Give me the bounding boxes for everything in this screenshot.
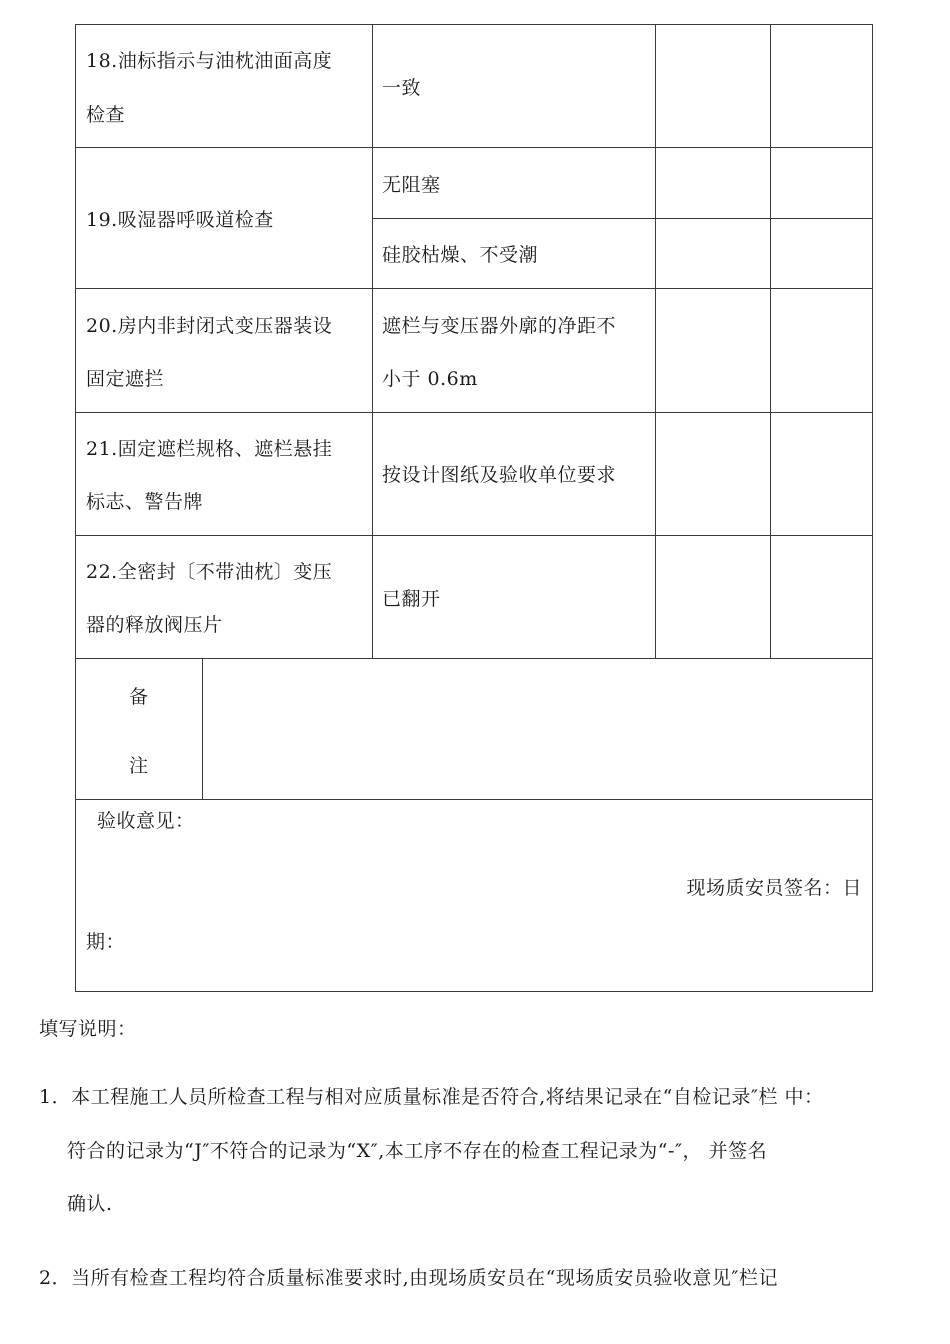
remarks-label: 备: [129, 686, 149, 708]
remarks-label: 注: [129, 755, 149, 777]
standard-text: 已翻开: [382, 588, 441, 610]
check-item-text: 20.房内非封闭式变压器装设: [86, 315, 333, 337]
remarks-divider: [202, 658, 203, 799]
date-label: 期：: [86, 931, 126, 953]
instruction-text: 1．本工程施工人员所检查工程与相对应质量标准是否符合,将结果记录在“自检记录″栏 中：: [39, 1086, 824, 1108]
check-item-text: 器的释放阀压片: [86, 614, 223, 636]
check-item-text: 21.固定遮栏规格、遮栏悬挂: [86, 438, 333, 460]
instruction-text: 2．当所有检查工程均符合质量标准要求时,由现场质安员在“现场质安员验收意见″栏记: [39, 1267, 778, 1289]
check-item-text: 标志、警告牌: [86, 491, 204, 513]
row-subdivider: [372, 218, 873, 219]
instruction-text: 符合的记录为“J″不符合的记录为“X″,本工序不存在的检查工程记录为“-″， 并签名: [67, 1140, 768, 1162]
column-divider: [770, 24, 771, 658]
column-divider: [372, 24, 373, 658]
check-item-text: 固定遮拦: [86, 368, 165, 390]
row-divider: [75, 799, 873, 800]
column-divider: [655, 24, 656, 658]
standard-text: 遮栏与变压器外廓的净距不: [382, 315, 617, 337]
row-divider: [75, 535, 873, 536]
row-divider: [75, 412, 873, 413]
opinion-label: 验收意见：: [97, 810, 195, 832]
standard-text: 一致: [382, 77, 422, 99]
check-item-text: 检查: [86, 104, 126, 126]
table-border-left: [75, 24, 76, 992]
standard-text: 按设计图纸及验收单位要求: [382, 464, 617, 486]
signature-label: 现场质安员签名：日: [686, 877, 862, 899]
table-border-right: [872, 24, 873, 992]
standard-text: 小于 0.6m: [382, 368, 478, 390]
check-item-text: 18.油标指示与油枕油面高度: [86, 50, 333, 72]
row-divider: [75, 288, 873, 289]
check-item-text: 19.吸湿器呼吸道检查: [86, 209, 274, 231]
check-item-text: 22.全密封〔不带油枕〕变压: [86, 561, 333, 583]
standard-text: 硅胶枯燥、不受潮: [382, 244, 539, 266]
row-divider: [75, 658, 873, 659]
table-border-top: [75, 24, 873, 25]
instruction-text: 确认.: [67, 1193, 113, 1215]
row-divider: [75, 147, 873, 148]
standard-text: 无阻塞: [382, 174, 441, 196]
instructions-heading: 填写说明：: [39, 1018, 137, 1040]
table-border-bottom: [75, 991, 873, 992]
